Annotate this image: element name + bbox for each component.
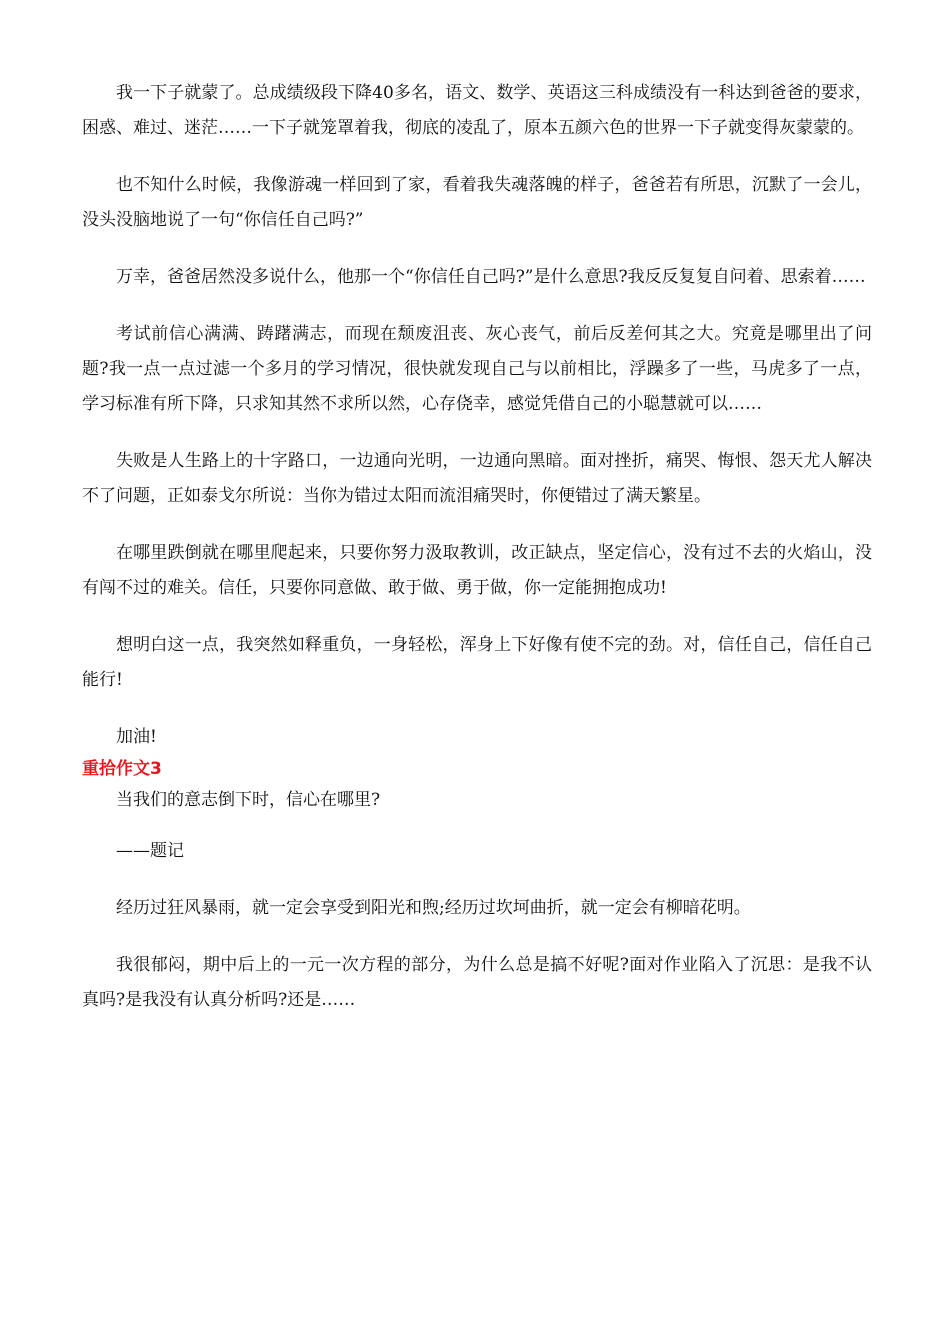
epigraph-attribution: ——题记 xyxy=(116,841,184,861)
paragraph-11: 我很郁闷，期中后上的一元一次方程的部分，为什么总是搞不好呢?面对作业陷入了沉思：是我不认真吗?是我没有认真分析吗?还是…… xyxy=(82,955,872,1010)
paragraph-7: 想明白这一点，我突然如释重负，一身轻松，浑身上下好像有使不完的劲。对，信任自己，信任自己能行! xyxy=(82,635,872,690)
paragraph-10: 经历过狂风暴雨，就一定会享受到阳光和煦;经历过坎坷曲折，就一定会有柳暗花明。 xyxy=(116,898,751,918)
paragraph-2: 也不知什么时候，我像游魂一样回到了家，看着我失魂落魄的样子，爸爸若有所思，沉默了一会儿，没头没脑地说了一句“你信任自己吗?” xyxy=(82,175,872,230)
paragraph-4: 考试前信心满满、踌躇满志，而现在颓废沮丧、灰心丧气，前后反差何其之大。究竟是哪里出了问题?我一点一点过滤一个多月的学习情况，很快就发现自己与以前相比，浮躁多了一些，马虎多了一点，学习标准有所下降，只求知其然不求所以然，心存侥幸，感觉凭借自己的小聪慧就可以…… xyxy=(82,324,872,414)
paragraph-1: 我一下子就蒙了。总成绩级段下降40多名，语文、数学、英语这三科成绩没有一科达到爸爸的要求，困惑、难过、迷茫……一下子就笼罩着我，彻底的凌乱了，原本五颜六色的世界一下子就变得灰蒙蒙的。 xyxy=(82,83,872,138)
paragraph-6: 在哪里跌倒就在哪里爬起来，只要你努力汲取教训，改正缺点，坚定信心，没有过不去的火焰山，没有闯不过的难关。信任，只要你同意做、敢于做、勇于做，你一定能拥抱成功! xyxy=(82,543,872,598)
paragraph-8: 加油! xyxy=(116,727,157,747)
paragraph-3: 万幸，爸爸居然没多说什么，他那一个“你信任自己吗?”是什么意思?我反反复复自问着、思索着…… xyxy=(116,267,866,287)
document-page xyxy=(82,76,872,1018)
paragraph-5: 失败是人生路上的十字路口，一边通向光明，一边通向黑暗。面对挫折，痛哭、悔恨、怨天尤人解决不了问题，正如泰戈尔所说：当你为错过太阳而流泪痛哭时，你便错过了满天繁星。 xyxy=(82,451,872,506)
paragraph-9: 当我们的意志倒下时，信心在哪里? xyxy=(116,790,381,810)
section-heading: 重拾作文3 xyxy=(82,759,162,779)
